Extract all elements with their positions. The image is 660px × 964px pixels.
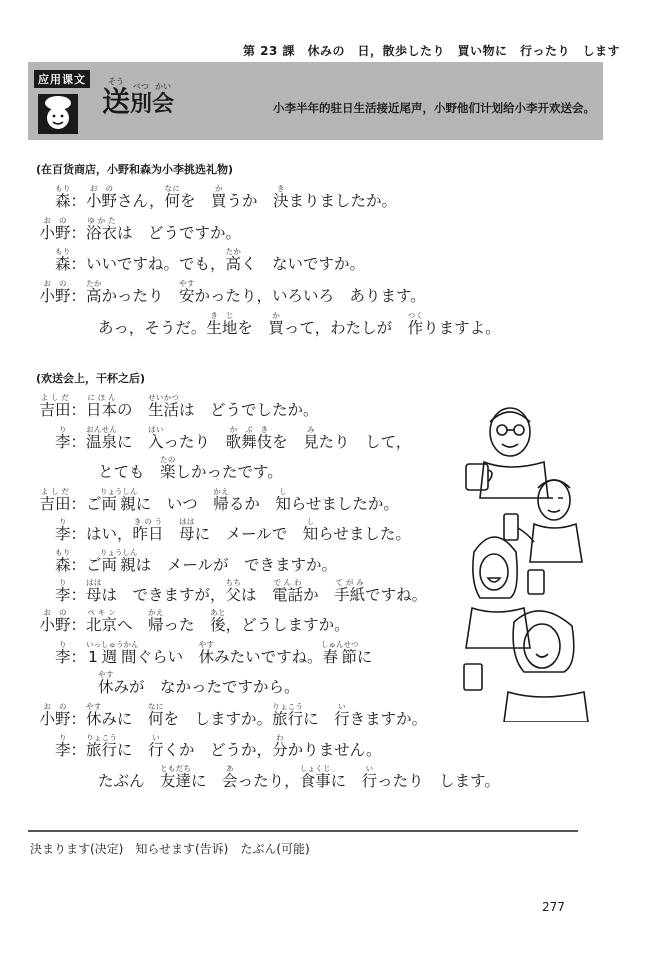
dialogue-line bbox=[30, 279, 426, 305]
speaker-label: 小野おの： bbox=[39, 702, 86, 728]
scene-note: (在百货商店，小野和森为小李挑选礼物) bbox=[36, 163, 234, 176]
lesson-description: 小李半年的驻日生活接近尾声，小野他们计划给小李开欢送会。 bbox=[273, 101, 595, 115]
speaker-label: 森もり： bbox=[54, 247, 86, 273]
speaker-label: 李り： bbox=[54, 733, 86, 759]
title-base: 別 bbox=[130, 91, 153, 117]
dialogue-line bbox=[30, 578, 427, 604]
page-number: 277 bbox=[542, 900, 565, 914]
title-ruby: そう bbox=[108, 77, 124, 86]
speaker-label: 小野おの： bbox=[39, 216, 86, 242]
speaker-label: 李り： bbox=[54, 425, 86, 451]
dialogue-text: たぶん 友達ともだちに 会あったり，食事しょくじに 行いったり します。 bbox=[98, 764, 500, 790]
title-char bbox=[152, 82, 175, 117]
dialogue-text: ご両親りょうしんは メールが できますか。 bbox=[86, 548, 337, 574]
speaker-label: 吉田よしだ： bbox=[39, 487, 86, 513]
dialogue-text: 浴衣ゆかたは どうですか。 bbox=[86, 216, 242, 242]
dialogue-line bbox=[30, 425, 411, 451]
dialogue-line bbox=[30, 393, 319, 419]
speaker-label: 李り： bbox=[54, 517, 86, 543]
dialogue-line bbox=[30, 764, 500, 790]
title-char bbox=[102, 77, 131, 118]
dialogue-text: 1週間いっしゅうかんぐらい 休やすみたいですね。春節しゅんせつに bbox=[86, 640, 373, 666]
dialogue-text: はい，昨日きのう 母ははに メールで 知しらせました。 bbox=[86, 517, 411, 543]
dialogue-line bbox=[30, 216, 241, 242]
speaker-label: 小野おの： bbox=[39, 608, 86, 634]
dialogue-line bbox=[30, 247, 365, 273]
scene-note: (欢送会上，干杯之后) bbox=[36, 372, 146, 385]
speaker-label: 森もり： bbox=[54, 548, 86, 574]
lesson-header: 第 23 課 休みの 日，散歩したり 買い物に 行ったり します bbox=[242, 44, 620, 58]
tag-char: 用 bbox=[50, 73, 62, 86]
dialogue-text: 小野おのさん，何なにを 買かうか 決きまりましたか。 bbox=[86, 184, 398, 210]
speaker-label: 小野おの： bbox=[39, 279, 86, 305]
speaker-label: 李り： bbox=[54, 578, 86, 604]
dialogue-text: 北京ペキンへ 帰かえった 後あと，どうしますか。 bbox=[86, 608, 350, 634]
speaker-label: 森もり： bbox=[54, 184, 86, 210]
dialogue-line bbox=[30, 487, 399, 513]
dialogue-line bbox=[30, 184, 397, 210]
dialogue-line bbox=[30, 702, 427, 728]
dialogue-line bbox=[30, 455, 283, 481]
dialogue-line bbox=[30, 608, 350, 634]
dialogue-text: 母ははは できますが，父ちちは 電話でんわか 手紙てがみですね。 bbox=[86, 578, 428, 604]
tag-char: 文 bbox=[74, 73, 86, 86]
vocab-divider bbox=[28, 830, 578, 832]
applied-text-tag bbox=[34, 70, 90, 88]
dialogue-text: あっ，そうだ。生地きじを 買かって，わたしが 作つくりますよ。 bbox=[98, 311, 501, 337]
title-base: 送 bbox=[102, 85, 131, 118]
party-people-illustration bbox=[444, 402, 592, 722]
dialogue-text: 旅行りょこうに 行いくか どうか，分わかりません。 bbox=[86, 733, 382, 759]
dialogue-line bbox=[30, 311, 501, 337]
title-char bbox=[130, 82, 153, 117]
lesson-title bbox=[102, 77, 175, 118]
vocabulary-notes: 決まります(决定) 知らせます(告诉) たぶん(可能) bbox=[30, 842, 310, 856]
dialogue-text: 温泉おんせんに 入はいったり 歌舞伎かぶきを 見みたり して， bbox=[86, 425, 412, 451]
dialogue-text: 高たかかったり 安やすかったり，いろいろ あります。 bbox=[86, 279, 426, 305]
dialogue-line bbox=[30, 670, 300, 696]
title-base: 会 bbox=[152, 91, 175, 117]
dialogue-text: 休やすみに 何なにを しますか。旅行りょこうに 行いきますか。 bbox=[86, 702, 428, 728]
title-ruby: かい bbox=[155, 82, 172, 91]
tag-char: 应 bbox=[38, 73, 50, 86]
dialogue-line bbox=[30, 640, 372, 666]
dialogue-text: とても 楽たのしかったです。 bbox=[98, 455, 283, 481]
speaker-label: 李り： bbox=[54, 640, 86, 666]
dialogue-text: ご両親りょうしんに いつ 帰かえるか 知しらせましたか。 bbox=[86, 487, 399, 513]
dialogue-line bbox=[30, 517, 411, 543]
dialogue-text: 休やすみが なかったですから。 bbox=[98, 670, 300, 696]
dialogue-line bbox=[30, 733, 382, 759]
speaker-label: 吉田よしだ： bbox=[39, 393, 86, 419]
lesson-banner bbox=[28, 62, 603, 140]
dialogue-text: 日本にほんの 生活せいかつは どうでしたか。 bbox=[86, 393, 319, 419]
chef-icon bbox=[36, 92, 80, 136]
dialogue-text: いいですね。でも，高たかく ないですか。 bbox=[86, 247, 366, 273]
title-ruby: べつ bbox=[133, 82, 150, 91]
tag-char: 课 bbox=[62, 73, 74, 86]
dialogue-line bbox=[30, 548, 337, 574]
